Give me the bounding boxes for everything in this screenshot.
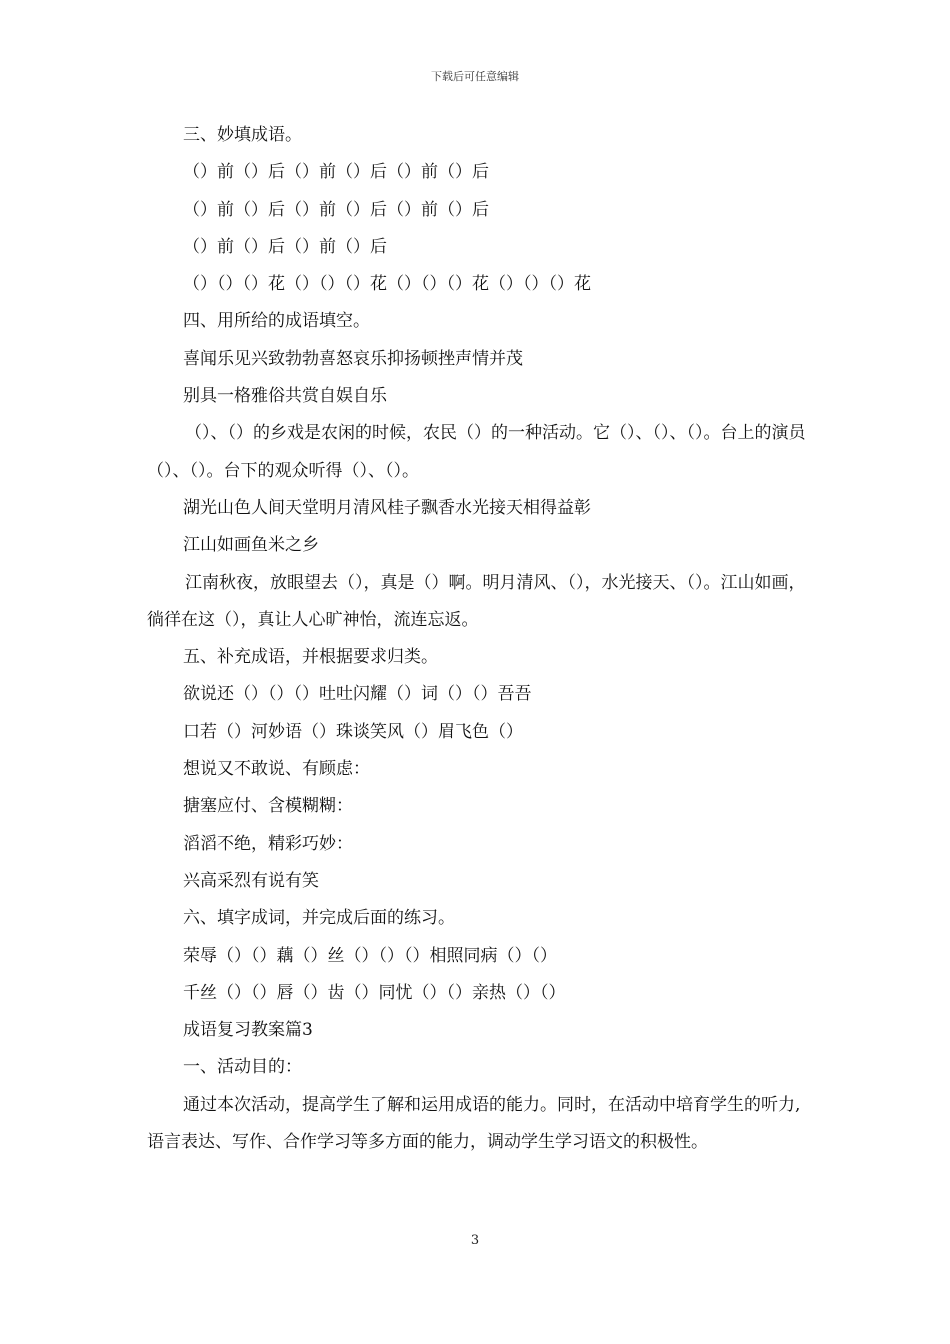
category-label: 兴高采烈有说有笑 [183,870,319,891]
category-label: 滔滔不绝，精彩巧妙： [183,833,353,854]
idiom-blank-line: （）前（）后（）前（）后（）前（）后 [183,162,489,183]
idiom-word-bank: 喜闻乐见兴致勃勃喜怒哀乐抑扬顿挫声情并茂 [183,348,523,369]
fill-in-paragraph: 江南秋夜，放眼望去（），真是（）啊。明月清风、（），水光接天、（）。江山如画，徜徉在这（），真让人心旷神怡，流连忘返。 [147,572,806,630]
idiom-word-bank: 别具一格雅俗共赏自娱自乐 [183,386,387,407]
document-body [147,117,807,1161]
idiom-blank-line: （）前（）后（）前（）后（）前（）后 [183,199,489,220]
category-label: 搪塞应付、含模糊糊： [183,796,353,817]
section-heading-3: 三、妙填成语。 [183,125,302,145]
fill-in-paragraph: （）、（）的乡戏是农闲的时候，农民（）的一种活动。它（）、（）、（）。台上的演员（）、（）。台下的观众听得（）、（）。 [147,423,806,481]
section-heading-5: 五、补充成语，并根据要求归类。 [183,647,438,668]
idiom-blank-line: 千丝（）（）唇（）齿（）同忧（）（）亲热（）（） [183,982,566,1003]
category-label: 想说又不敢说、有顾虑： [183,759,370,780]
idiom-blank-line: 欲说还（）（）（）吐吐闪耀（）词（）（）吾吾 [183,684,532,705]
body-paragraph: 通过本次活动，提高学生了解和运用成语的能力。同时，在活动中培育学生的听力,语言表达、写作、合作学习等多方面的能力，调动学生学习语文的积极性。 [147,1094,801,1153]
idiom-blank-line: （）（）（）花（）（）（）花（）（）（）花（）（）（）花 [183,274,591,295]
page-number: 3 [470,1233,480,1248]
section-heading-4: 四、用所给的成语填空。 [183,311,370,332]
idiom-blank-line: 荣辱（）（）藕（）丝（）（）（）相照同病（）（） [183,945,557,966]
idiom-word-bank: 湖光山色人间天堂明月清风桂子飘香水光接天相得益彰 [183,497,591,518]
idiom-blank-line: （）前（）后（）前（）后 [183,236,387,257]
document-title: 成语复习教案篇3 [183,1020,313,1041]
section-heading-1: 一、活动目的： [183,1057,302,1078]
section-heading-6: 六、填字成词，并完成后面的练习。 [183,908,455,929]
idiom-word-bank: 江山如画鱼米之乡 [183,535,319,556]
idiom-blank-line: 口若（）河妙语（）珠谈笑风（）眉飞色（） [183,721,523,742]
page-header: 下载后可任意编辑 [431,70,519,83]
